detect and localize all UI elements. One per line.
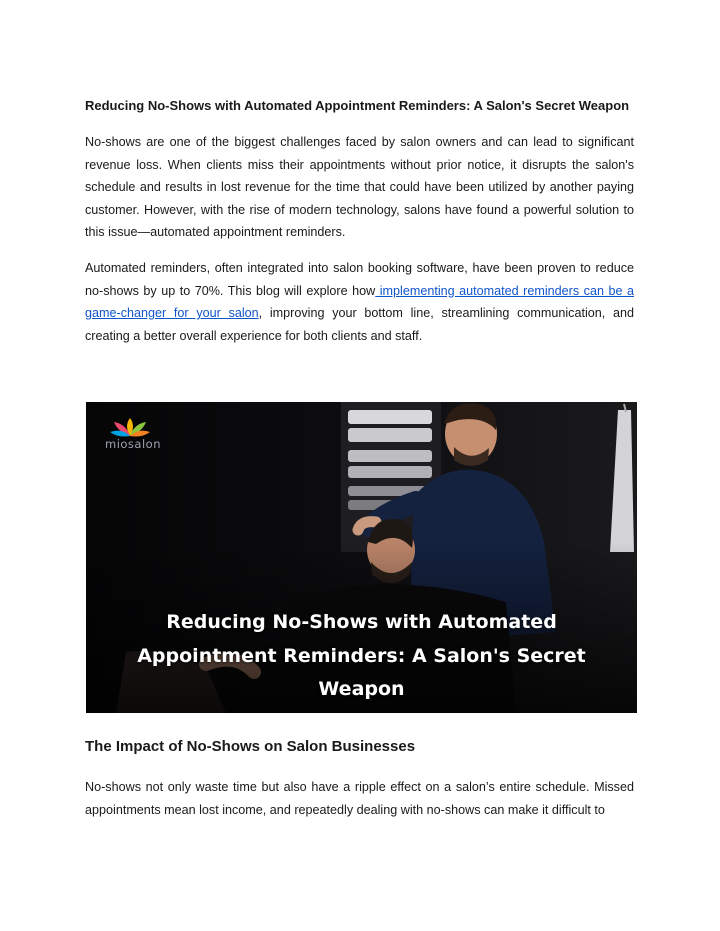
- document-title: Reducing No-Shows with Automated Appointment Reminders: A Salon's Secret Weapon: [85, 98, 630, 113]
- paragraph-text: , improving your bottom line, streamlining communication, and creating a better overall experience for both clients and staff.: [85, 306, 634, 343]
- banner-image: [86, 402, 637, 713]
- intro-paragraph: No-shows are one of the biggest challenges faced by salon owners and can lead to significant revenue loss. When clients miss their appointments without prior notice, it disrupts the salon's schedule and results in lost revenue for the time that could have been utilized by another paying customer. However, with the rise of modern technology, salons have found a powerful solution to this issue—automated appointment reminders.: [85, 135, 634, 239]
- second-paragraph: [85, 257, 634, 347]
- banner-caption-line: Appointment Reminders: A Salon's Secret: [137, 644, 586, 667]
- banner-caption-line: Weapon: [318, 678, 405, 700]
- section-paragraph: No-shows not only waste time but also have a ripple effect on a salon’s entire schedule. Missed appointments mean lost income, and repeatedly dealing with no-shows can make it difficult to: [85, 780, 634, 817]
- section-heading: The Impact of No-Shows on Salon Businesses: [85, 738, 416, 755]
- logo-wordmark: miosalon: [105, 437, 161, 451]
- paragraph-text: Automated reminders, often integrated into salon booking software, have been proven to reduce no-shows by up to 70%. This blog will explore how: [85, 261, 634, 298]
- banner-caption-line: Reducing No-Shows with Automated: [166, 611, 557, 633]
- banner-caption: [86, 606, 637, 707]
- blog-link[interactable]: implementing automated reminders can be a game-changer for your salon: [85, 283, 634, 320]
